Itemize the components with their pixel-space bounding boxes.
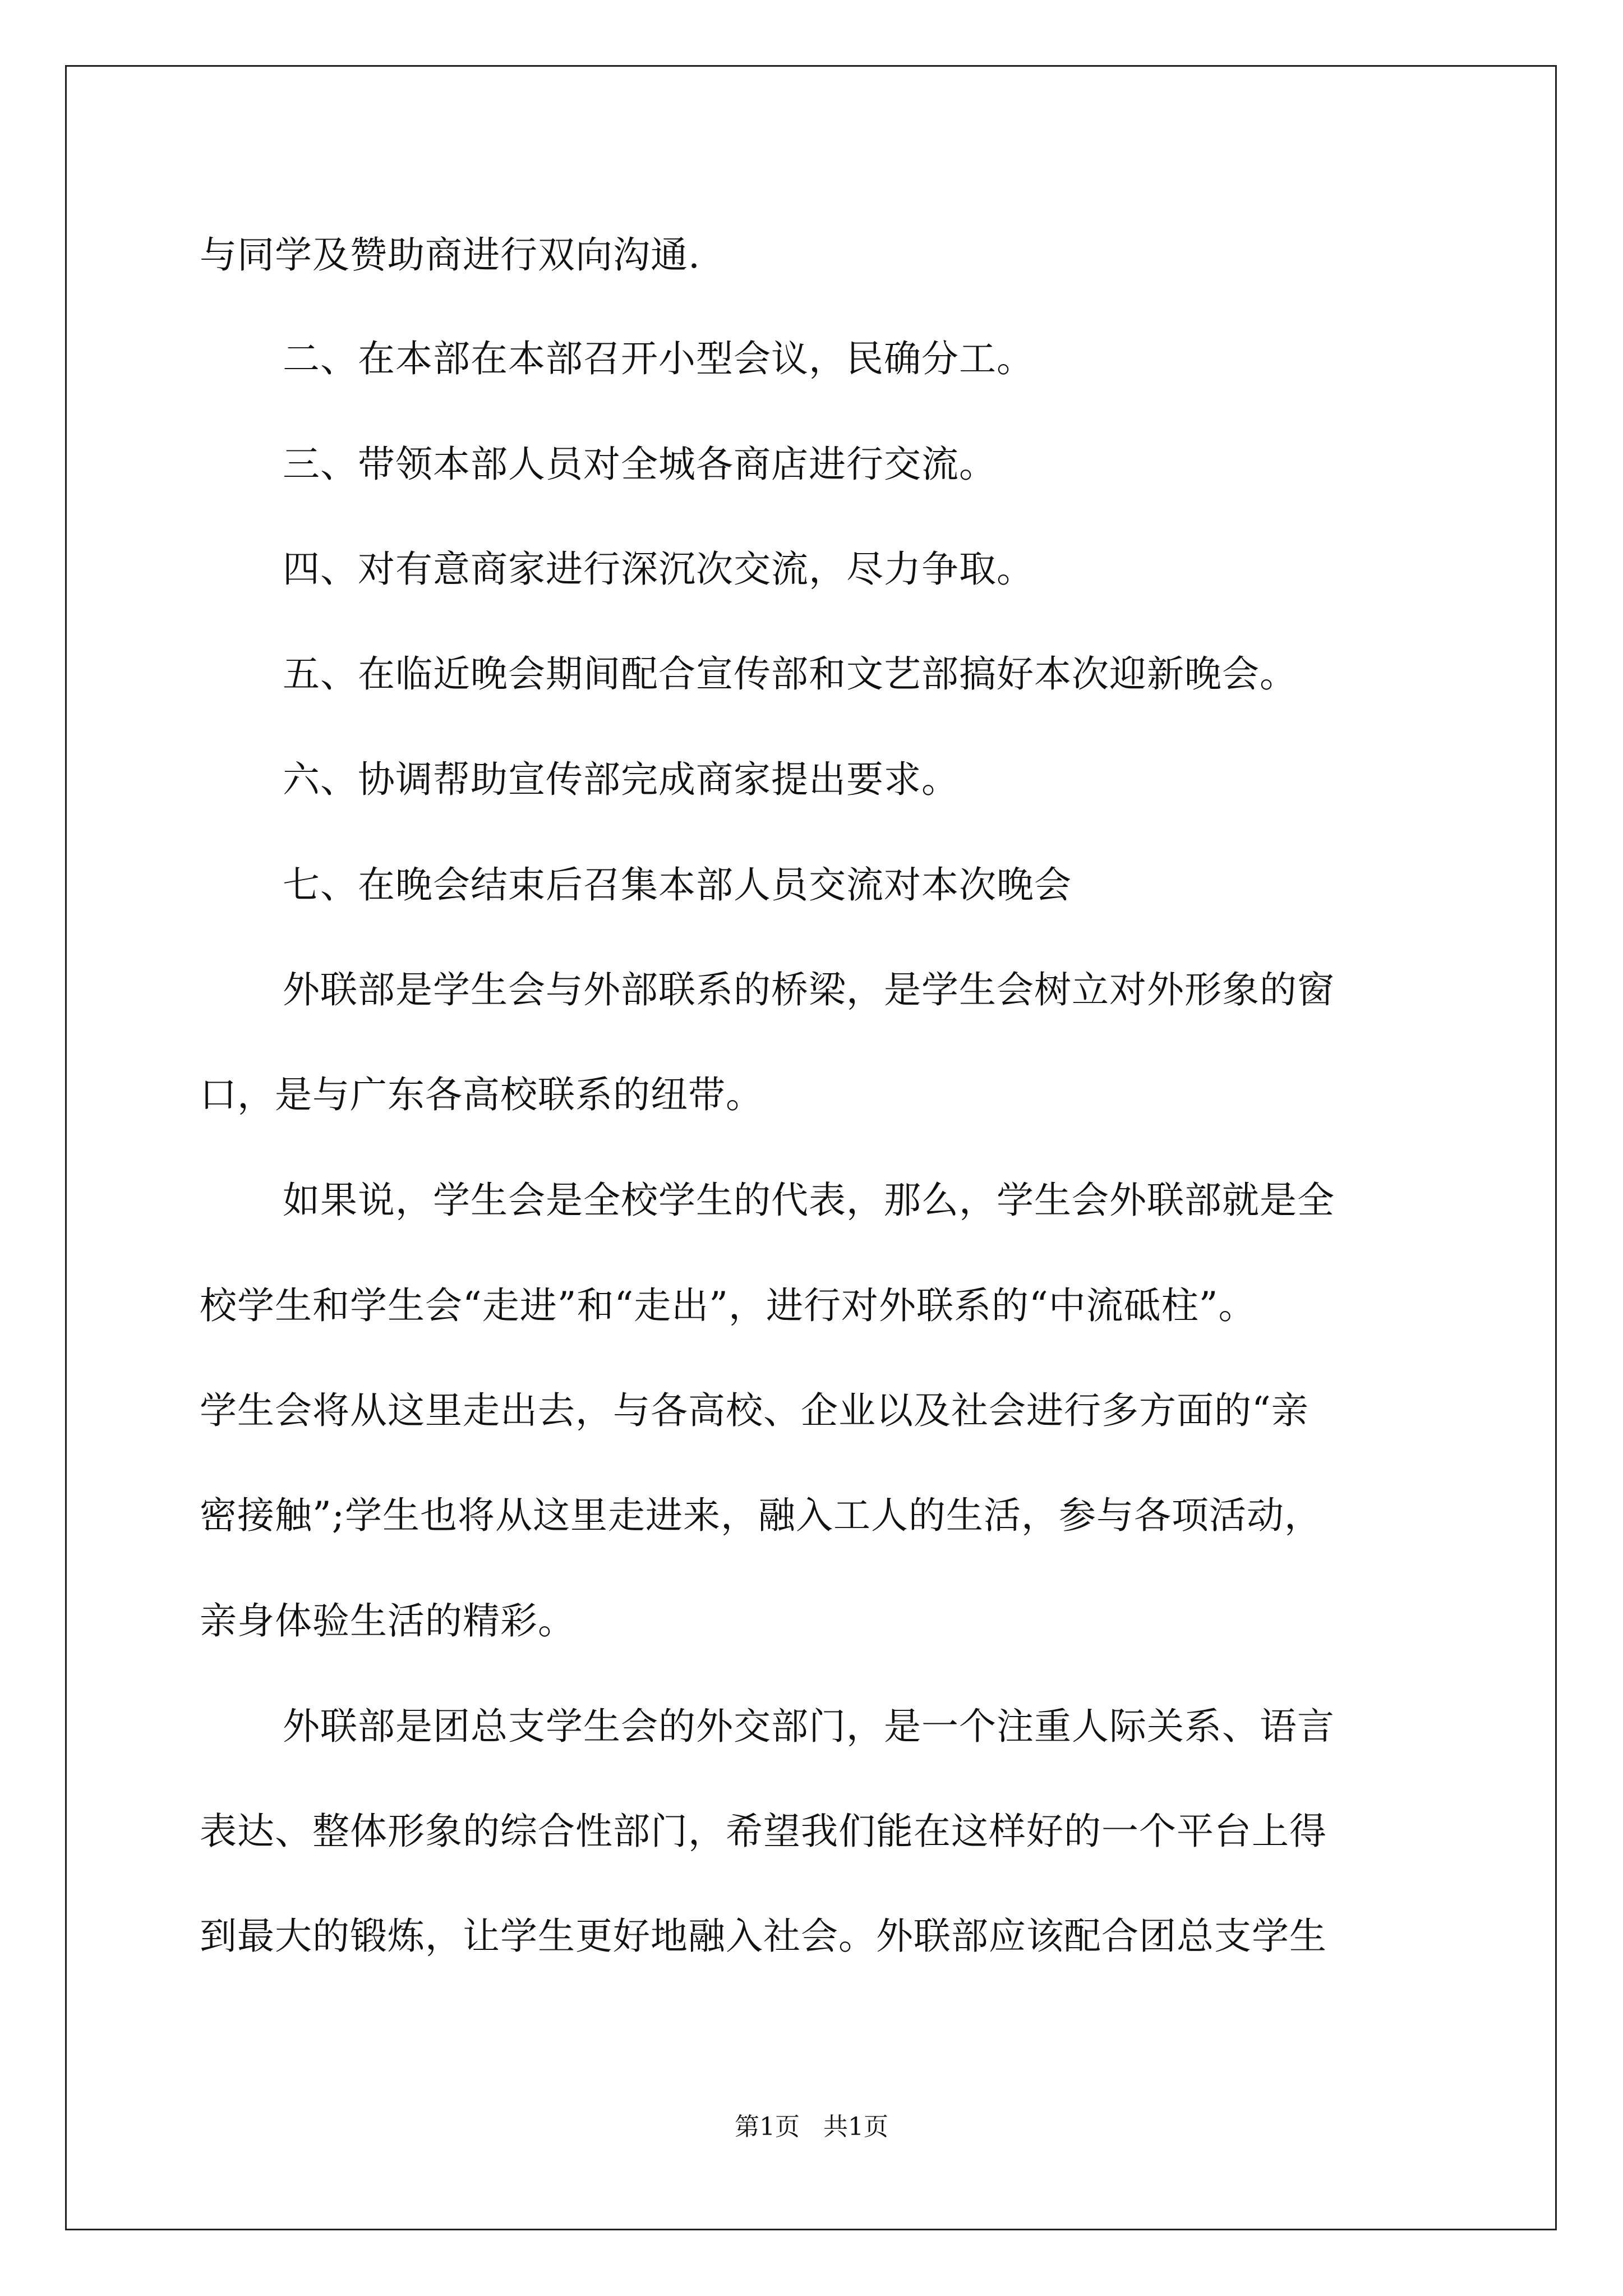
page-number-footer: 第1页 共1页 <box>735 2113 888 2141</box>
text-line: 外联部是学生会与外部联系的桥梁，是学生会树立对外形象的窗 <box>283 968 1335 1011</box>
text-line: 二、在本部在本部召开小型会议，民确分工。 <box>283 337 1034 380</box>
page-border <box>65 65 1557 2230</box>
text-line: 六、协调帮助宣传部完成商家提出要求。 <box>283 758 959 801</box>
text-line: 到最大的锻炼，让学生更好地融入社会。外联部应该配合团总支学生 <box>200 1915 1327 1958</box>
text-line: 学生会将从这里走出去，与各高校、企业以及社会进行多方面的“亲 <box>200 1389 1309 1432</box>
text-line: 口，是与广东各高校联系的纽带。 <box>200 1073 763 1116</box>
text-line: 表达、整体形象的综合性部门，希望我们能在这样好的一个平台上得 <box>200 1810 1327 1853</box>
text-line: 四、对有意商家进行深沉次交流，尽力争取。 <box>283 547 1034 591</box>
text-line: 五、在临近晚会期间配合宣传部和文艺部搞好本次迎新晚会。 <box>283 652 1297 696</box>
text-line: 校学生和学生会“走进”和“走出”，进行对外联系的“中流砥柱”。 <box>200 1284 1256 1327</box>
text-line: 三、带领本部人员对全城各商店进行交流。 <box>283 443 997 486</box>
text-line: 亲身体验生活的精彩。 <box>200 1599 575 1642</box>
text-line: 密接触”;学生也将从这里走进来，融入工人的生活，参与各项活动， <box>200 1494 1322 1537</box>
text-line: 七、在晚会结束后召集本部人员交流对本次晚会 <box>283 863 1072 907</box>
text-line: 如果说，学生会是全校学生的代表，那么，学生会外联部就是全 <box>283 1179 1335 1222</box>
text-line: 外联部是团总支学生会的外交部门，是一个注重人际关系、语言 <box>283 1705 1335 1748</box>
text-line: 与同学及赞助商进行双向沟通. <box>200 233 700 277</box>
